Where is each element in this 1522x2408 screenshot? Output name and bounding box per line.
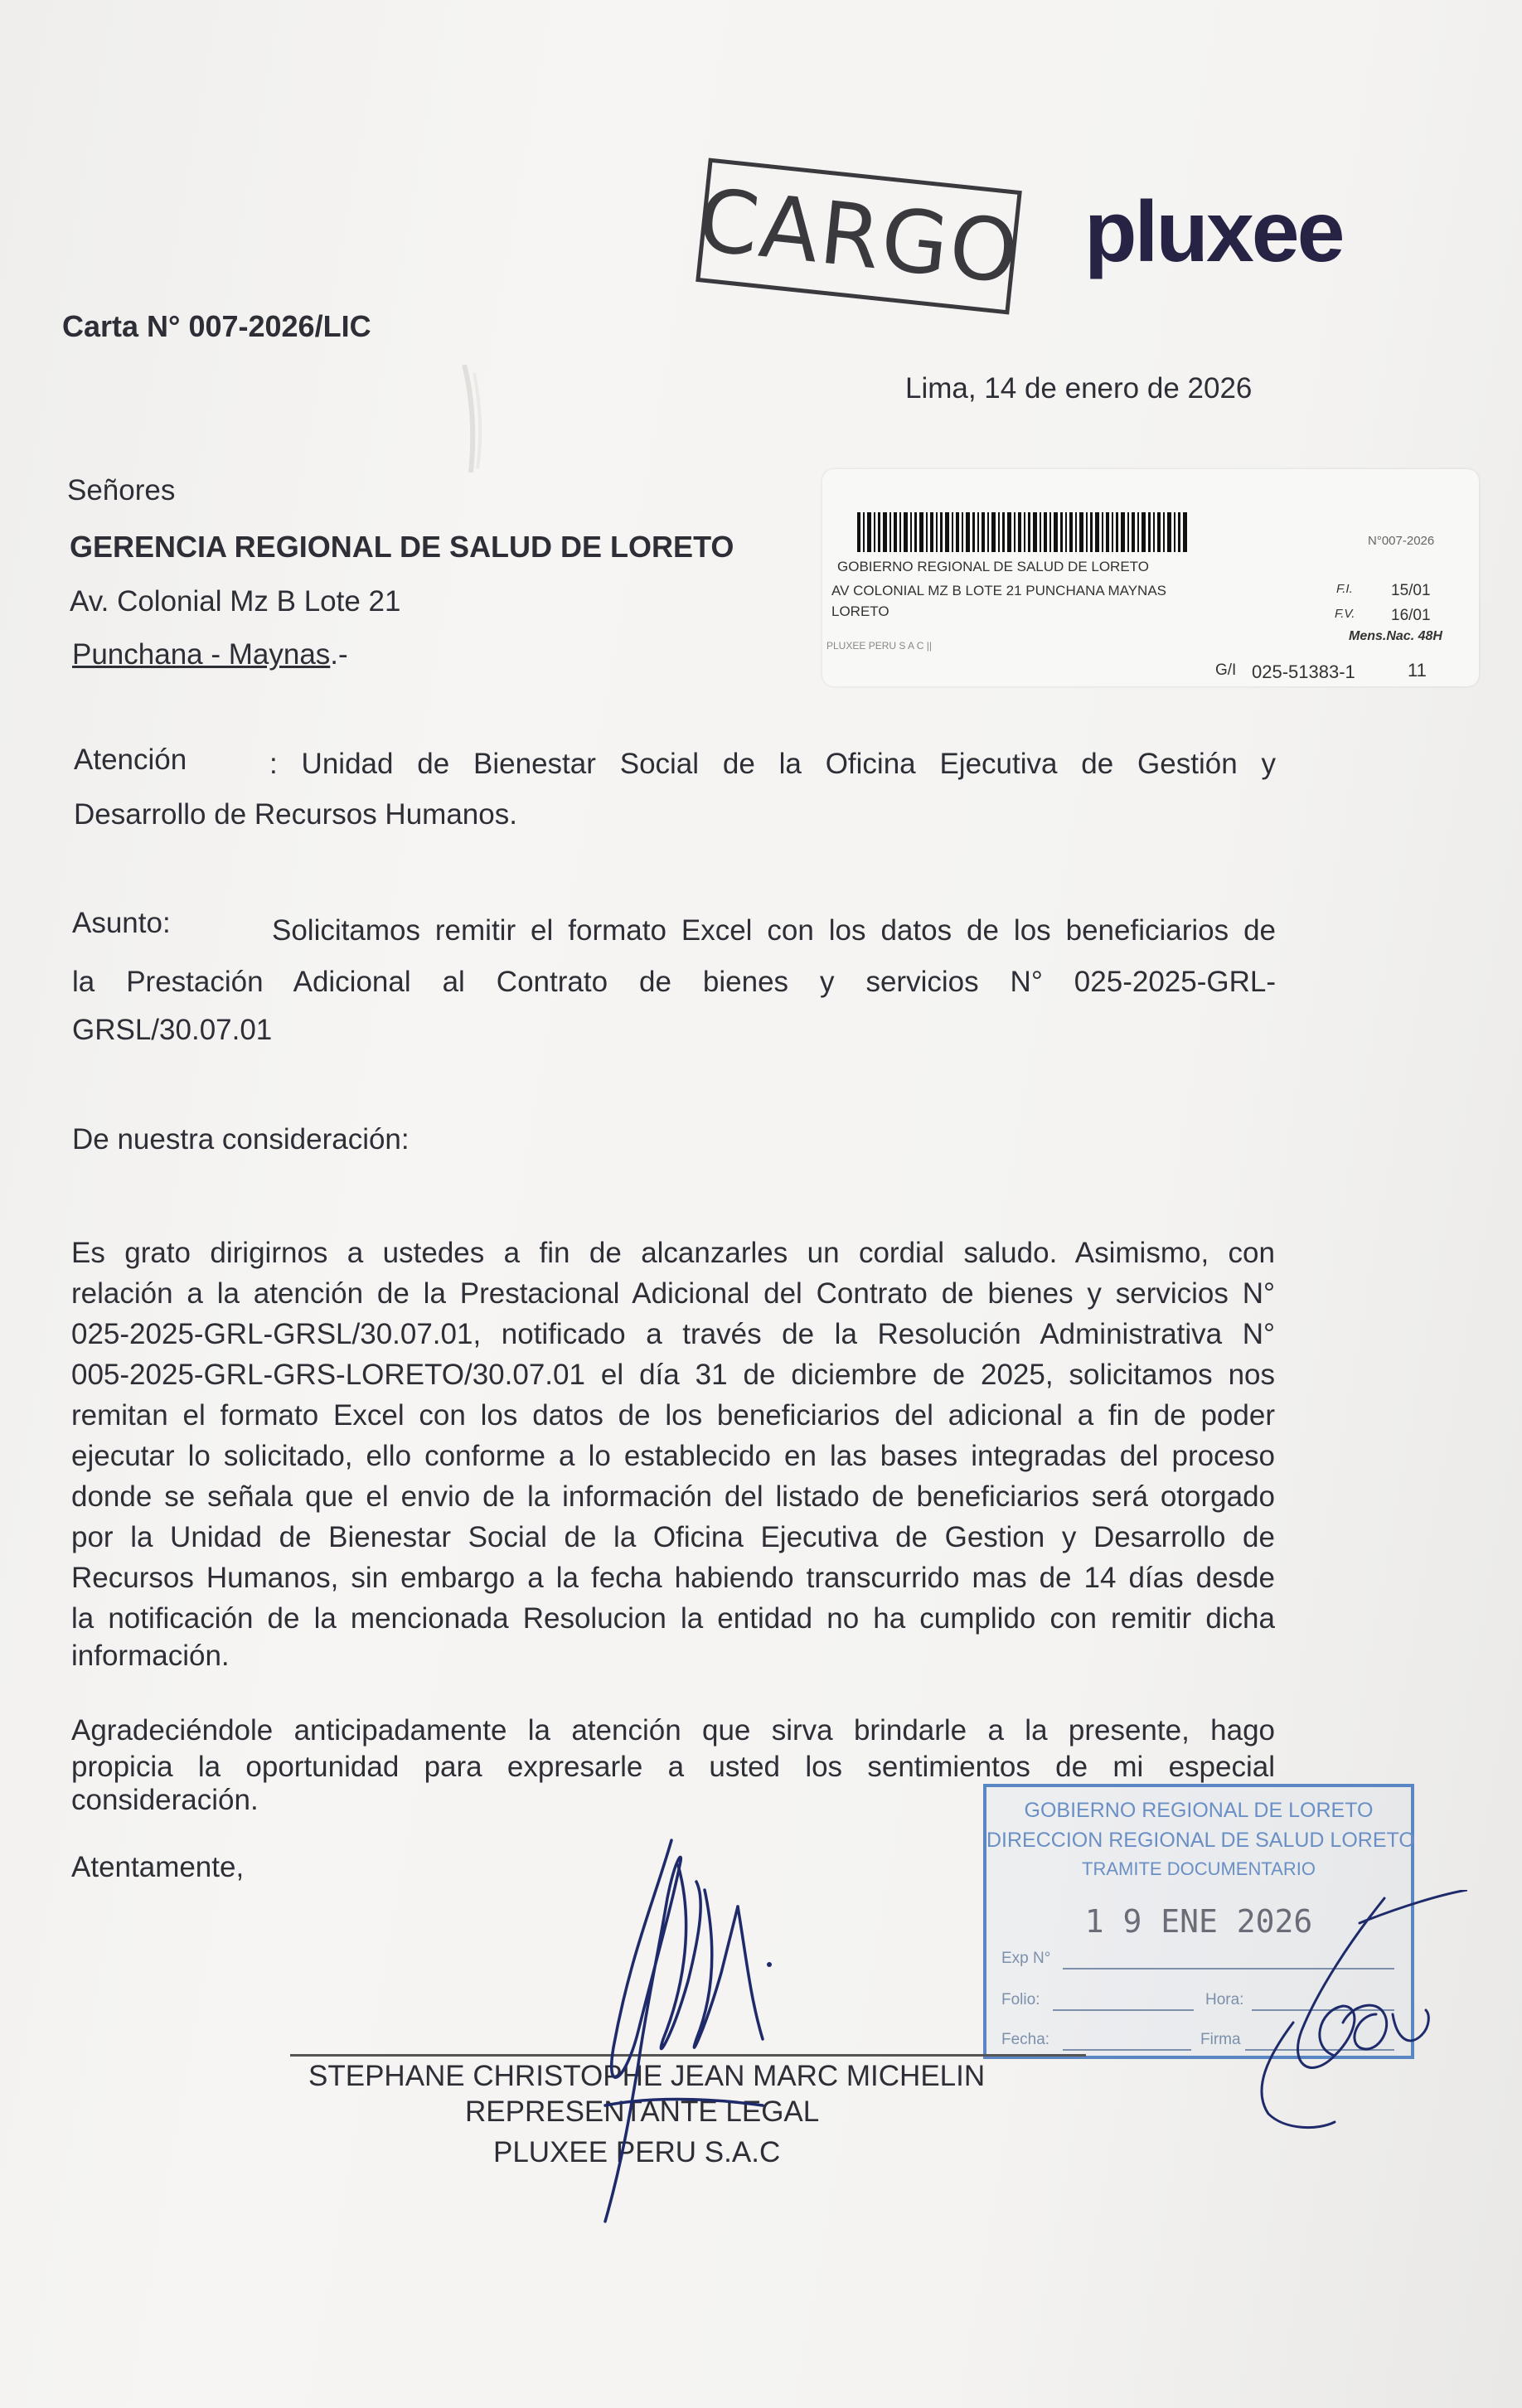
body-line: relación a la atención de la Prestacional Adicional del Contrato de bienes y servicios N° [71,1277,1275,1310]
salutation: Señores [67,474,176,506]
subject-label: Asunto: [72,907,171,939]
label-fv-value: 16/01 [1391,607,1431,624]
receiver-signature [1219,1890,1467,2139]
label-guide-label: G/I [1215,661,1237,679]
handwritten-signature [580,1832,796,2230]
recipient-address: Av. Colonial Mz B Lote 21 [70,585,401,618]
closing-line: consideración. [71,1784,259,1816]
label-service: Mens.Nac. 48H [1349,629,1442,643]
subject-line1: Solicitamos remitir el formato Excel con los datos de los beneficiarios de [272,914,1276,947]
label-fi-value: 15/01 [1391,582,1431,599]
stamp-firma-label: Firma [1200,2031,1241,2048]
label-count: 11 [1408,660,1427,681]
closing-line: propicia la oportunidad para expresarle a usted los sentimientos de mi especial [71,1751,1275,1783]
stamp-folio-rule [1053,2009,1194,2011]
signatory-title: REPRESENTANTE LEGAL [465,2095,820,2128]
recipient-organization: GERENCIA REGIONAL DE SALUD DE LORETO [70,530,734,564]
date-line: Lima, 14 de enero de 2026 [905,372,1253,405]
body-line: donde se señala que el envio de la información del listado de beneficiarios será otorgado [71,1480,1275,1513]
recipient-city [72,637,348,672]
attention-label: Atención [74,744,187,776]
farewell: Atentamente, [71,1851,245,1883]
stamp-exp-label: Exp N° [1001,1950,1051,1967]
body-line: información. [71,1640,230,1672]
stamp-hora-label: Hora: [1205,1991,1244,2008]
stamp-line1: GOBIERNO REGIONAL DE LORETO [1024,1799,1374,1822]
stamp-fecha-rule [1063,2049,1191,2051]
body-line: remitan el formato Excel con los datos de los beneficiarios del adicional a fin de poder [71,1399,1275,1432]
stamp-fecha-label: Fecha: [1001,2031,1050,2048]
cargo-stamp: CARGO [696,158,1022,315]
label-address-line1: AV COLONIAL MZ B LOTE 21 PUNCHANA MAYNAS [831,583,1167,598]
pluxee-logo: pluxee [1084,184,1343,280]
recipient-city-suffix: .- [330,638,348,671]
greeting: De nuestra consideración: [72,1123,410,1156]
barcode-icon [857,512,1187,552]
subject-line3: GRSL/30.07.01 [72,1014,273,1046]
subject-line2: la Prestación Adicional al Contrato de bienes y servicios N° 025-2025-GRL- [72,966,1276,998]
recipient-city-name: Punchana - Maynas [72,638,331,671]
body-line: por la Unidad de Bienestar Social de la Oficina Ejecutiva de Gestion y Desarrollo de [71,1521,1275,1553]
stamp-line3: TRAMITE DOCUMENTARIO [1082,1858,1316,1879]
courier-label [822,469,1479,686]
body-line: Es grato dirigirnos a ustedes a fin de alcanzarles un cordial saludo. Asimismo, con [71,1237,1275,1269]
label-address-line2: LORETO [831,603,889,619]
body-line: ejecutar lo solicitado, ello conforme a lo establecido en las bases integradas del proceso [71,1440,1275,1472]
signatory-company: PLUXEE PERU S.A.C [493,2136,781,2168]
stamp-date: 1 9 ENE 2026 [1084,1903,1313,1940]
label-addressee: GOBIERNO REGIONAL DE SALUD DE LORETO [837,559,1149,574]
label-guide-number: 025-51383-1 [1252,661,1355,682]
signatory-name: STEPHANE CHRISTOPHE JEAN MARC MICHELIN [308,2060,986,2092]
body-line: 005-2025-GRL-GRS-LORETO/30.07.01 el día 31 de diciembre de 2025, solicitamos nos [71,1359,1275,1391]
body-line: Recursos Humanos, sin embargo a la fecha habiendo transcurrido mas de 14 días desde [71,1562,1275,1594]
stamp-line2: DIRECCION REGIONAL DE SALUD LORETO [986,1829,1415,1852]
body-line: la notificación de la mencionada Resolucion la entidad no ha cumplido con remitir dicha [71,1602,1275,1635]
label-number: N°007-2026 [1368,534,1435,548]
paper-crease [448,365,497,472]
closing-line: Agradeciéndole anticipadamente la atención que sirva brindarle a la presente, hago [71,1714,1275,1747]
attention-line2: Desarrollo de Recursos Humanos. [74,798,517,831]
label-sender: PLUXEE PERU S A C || [826,640,932,652]
label-fi-label: F.I. [1336,582,1353,596]
attention-line1: : Unidad de Bienestar Social de la Oficina Ejecutiva de Gestión y [269,748,1276,780]
carta-number: Carta N° 007-2026/LIC [62,309,371,343]
body-line: 025-2025-GRL-GRSL/30.07.01, notificado a través de la Resolución Administrativa N° [71,1318,1275,1350]
label-fv-label: F.V. [1335,607,1355,621]
stamp-folio-label: Folio: [1001,1991,1040,2008]
